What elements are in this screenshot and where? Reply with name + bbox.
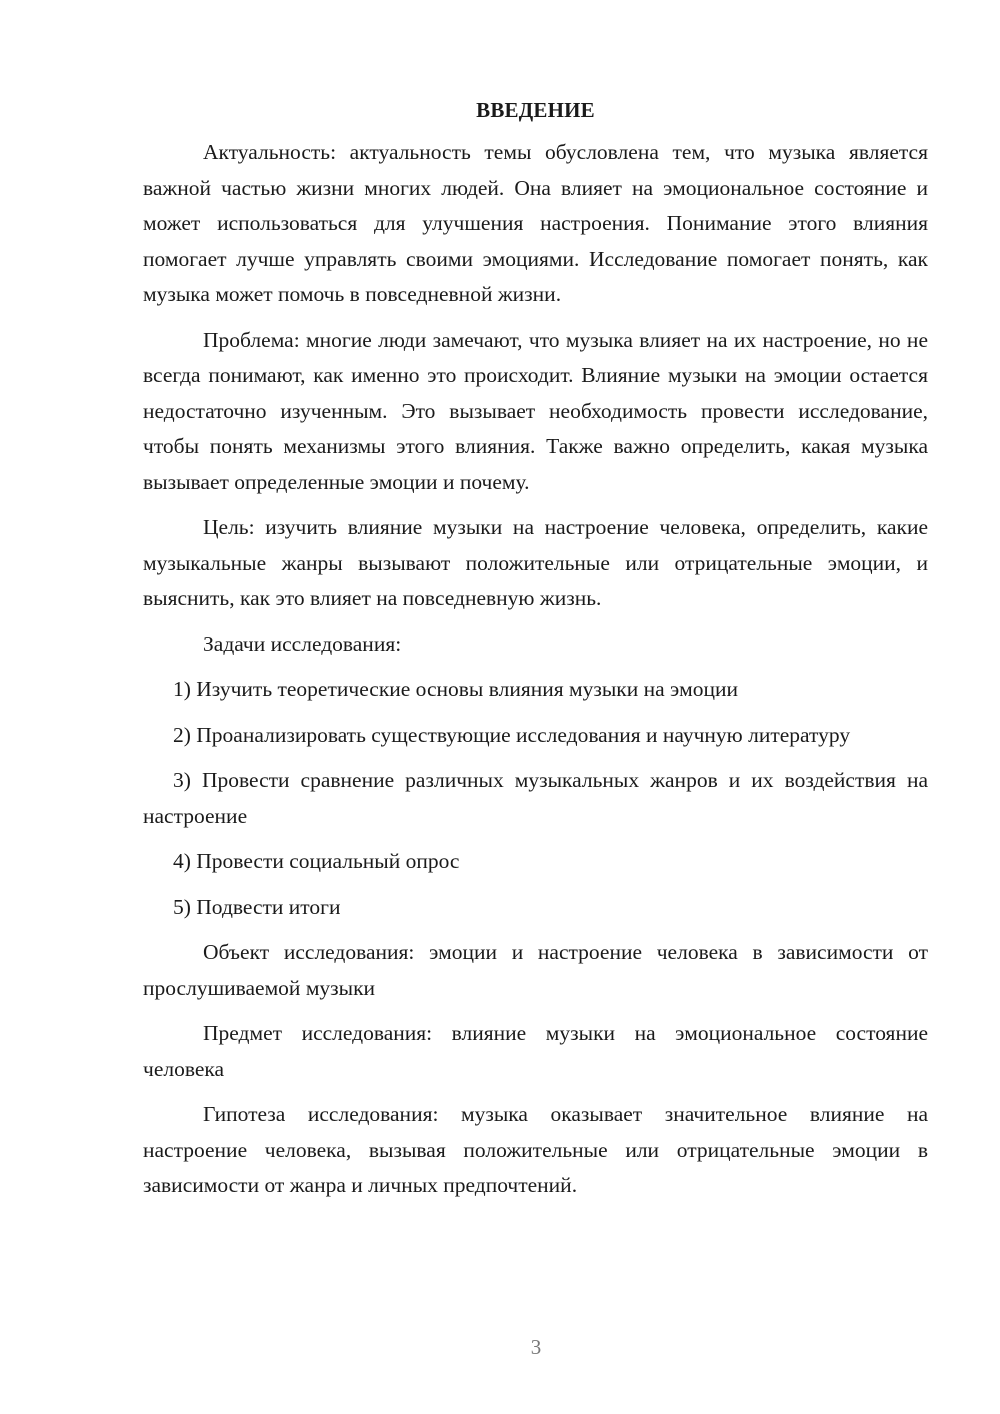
- task-item: 1) Изучить теоретические основы влияния музыки на эмоции: [173, 677, 738, 701]
- object-paragraph: Объект исследования: эмоции и настроение человека в зависимости от прослушиваемой музыки: [143, 940, 928, 1000]
- goal-paragraph: Цель: изучить влияние музыки на настроение человека, определить, какие музыкальные жанры вызывают положительные или отрицательные эмоции, и выяснить, как это влияет на повседневную жизнь.: [143, 515, 928, 610]
- subject-paragraph: Предмет исследования: влияние музыки на эмоциональное состояние человека: [143, 1021, 928, 1081]
- relevance-paragraph: Актуальность: актуальность темы обусловлена тем, что музыка является важной частью жизни многих людей. Она влияет на эмоциональное состояние и может использоваться для улучшения настроения. Понимание этого влияния помогает лучше управлять своими эмоциями. Исследование помогает понять, как музыка может помочь в повседневной жизни.: [143, 140, 928, 306]
- task-item: 5) Подвести итоги: [173, 894, 341, 919]
- page-number: 3: [530, 1335, 542, 1359]
- task-item: 3) Провести сравнение различных музыкальных жанров и их воздействия на настроение: [143, 768, 928, 828]
- problem-paragraph: Проблема: многие люди замечают, что музыка влияет на их настроение, но не всегда понимают, как именно это происходит. Влияние музыки на эмоции остается недостаточно изученным. Это вызывает необходимость провести исследование, чтобы понять механизмы этого влияния. Также важно определить, какая музыка вызывает определенные эмоции и почему.: [143, 327, 928, 494]
- tasks-heading: Задачи исследования:: [203, 631, 402, 656]
- task-item: 4) Провести социальный опрос: [173, 849, 460, 873]
- page-content: [143, 95, 928, 1204]
- hypothesis-paragraph: Гипотеза исследования: музыка оказывает значительное влияние на настроение человека, вызывая положительные или отрицательные эмоции в зависимости от жанра и личных предпочтений.: [143, 1102, 928, 1197]
- section-title: ВВЕДЕНИЕ: [476, 98, 595, 122]
- task-item: 2) Проанализировать существующие исследования и научную литературу: [173, 722, 851, 747]
